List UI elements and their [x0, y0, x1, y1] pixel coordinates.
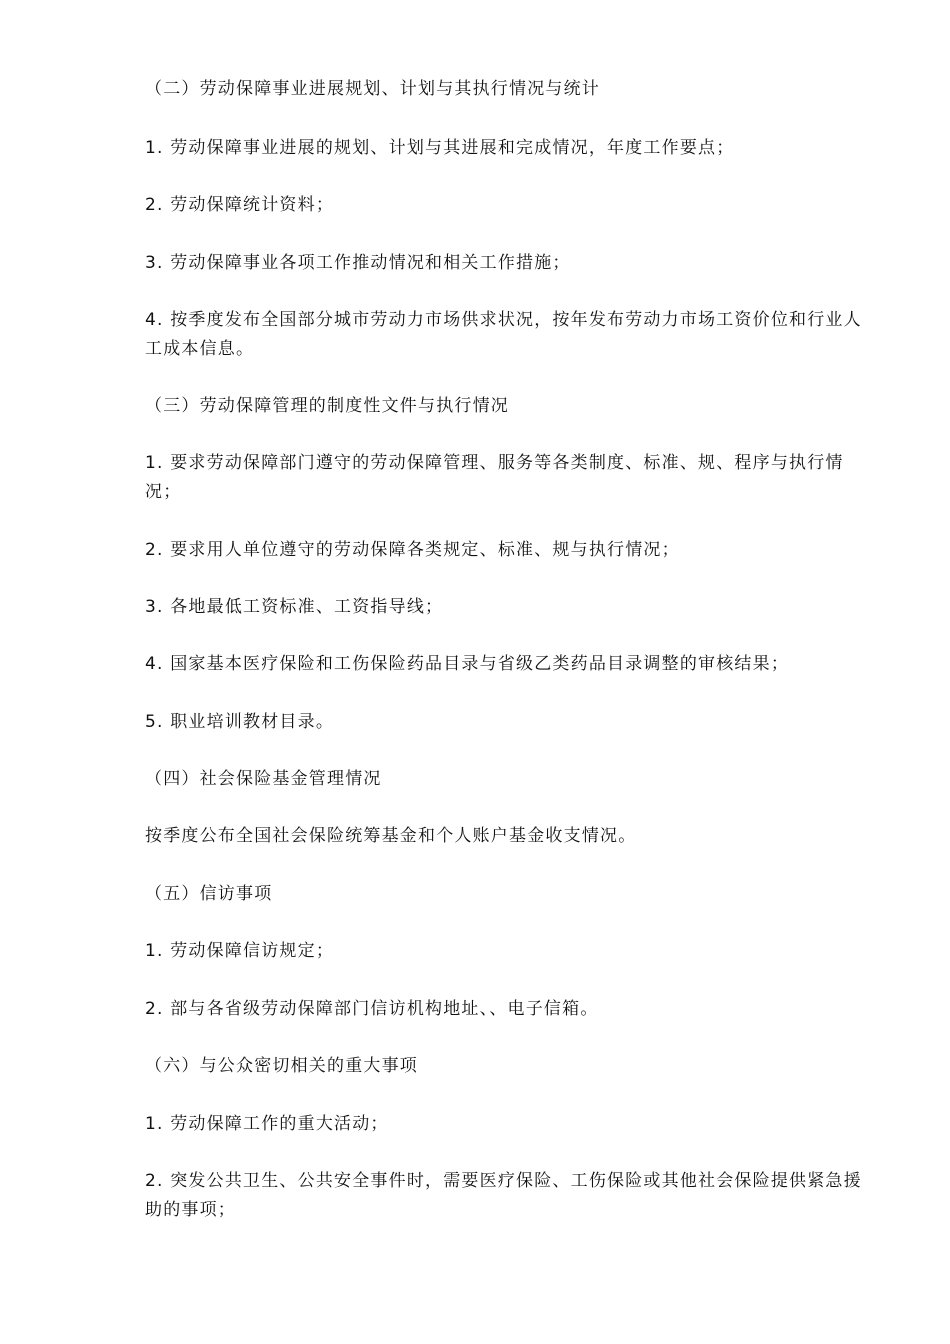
section-heading-3: （三）劳动保障管理的制度性文件与执行情况: [145, 396, 509, 416]
list-item: 3. 劳动保障事业各项工作推动情况和相关工作措施；: [145, 253, 571, 273]
list-item: 1. 要求劳动保障部门遵守的劳动保障管理、服务等各类制度、标准、规、程序与执行情况；: [145, 453, 844, 502]
list-item: 4. 国家基本医疗保险和工伤保险药品目录与省级乙类药品目录调整的审核结果；: [145, 654, 790, 674]
list-item: 4. 按季度发布全国部分城市劳动力市场供求状况，按年发布劳动力市场工资价位和行业人工成本信息。: [145, 310, 862, 359]
list-item: 2. 劳动保障统计资料；: [145, 195, 335, 215]
list-item: 1. 劳动保障事业进展的规划、计划与其进展和完成情况，年度工作要点；: [145, 138, 735, 158]
section-heading-6: （六）与公众密切相关的重大事项: [145, 1056, 418, 1076]
section-heading-4: （四）社会保险基金管理情况: [145, 769, 382, 789]
list-item: 按季度公布全国社会保险统筹基金和个人账户基金收支情况。: [145, 826, 637, 846]
list-item: 2. 要求用人单位遵守的劳动保障各类规定、标准、规与执行情况；: [145, 540, 680, 560]
list-item: 5. 职业培训教材目录。: [145, 712, 335, 732]
section-heading-2: （二）劳动保障事业进展规划、计划与其执行情况与统计: [145, 79, 600, 99]
list-item: 3. 各地最低工资标准、工资指导线；: [145, 597, 444, 617]
list-item: 1. 劳动保障工作的重大活动；: [145, 1114, 389, 1134]
list-item: 2. 部与各省级劳动保障部门信访机构地址、、电子信箱。: [145, 999, 599, 1019]
list-item: 2. 突发公共卫生、公共安全事件时，需要医疗保险、工伤保险或其他社会保险提供紧急援助的事项；: [145, 1171, 862, 1220]
list-item: 1. 劳动保障信访规定；: [145, 941, 335, 961]
section-heading-5: （五）信访事项: [145, 884, 273, 904]
